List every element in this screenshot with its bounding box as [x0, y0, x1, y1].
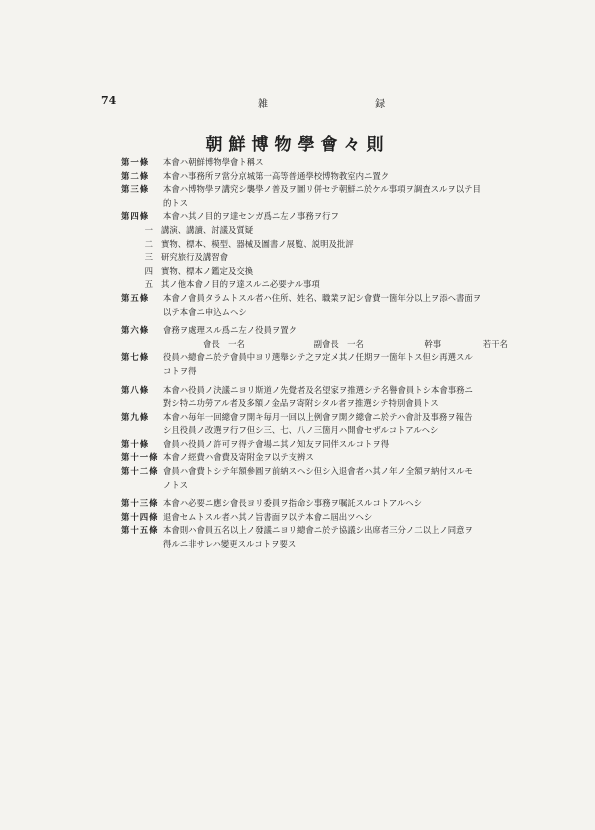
officer-count: 若干名 [482, 338, 508, 349]
article-label: 第二條 [121, 170, 150, 181]
article-9 [121, 411, 521, 425]
article-1 [121, 156, 521, 170]
article-label: 第十四條 [121, 511, 159, 522]
article-label: 第四條 [121, 211, 150, 222]
item-marker: 二 [144, 238, 153, 249]
article-text: 本會ハ其ノ目的ヲ達センガ爲ニ左ノ事務ヲ行フ [163, 211, 339, 222]
article-15 [121, 524, 521, 538]
officer-president [203, 338, 311, 352]
article-label: 第六條 [121, 325, 150, 336]
article-text: 本會ハ必要ニ應シ會長ヨリ委員ヲ指命シ事務ヲ嘱託スルコトアルヘシ [163, 498, 423, 509]
list-item [121, 251, 521, 265]
article-text: 本會ノ會員タラムトスル者ハ住所、姓名、職業ヲ記シ會費一箇年分以上ヲ添ヘ書面ヲ [163, 292, 482, 303]
page-number: 74 [101, 94, 117, 107]
article-label: 第三條 [121, 184, 150, 195]
articles-body [121, 156, 521, 552]
list-item [121, 224, 521, 238]
article-12-cont: ノトス [163, 479, 189, 490]
article-4 [121, 210, 521, 224]
item-text: 研究旅行及講習會 [161, 252, 228, 263]
article-label: 第十五條 [121, 525, 159, 536]
article-label: 第一條 [121, 157, 150, 167]
officer-title: 幹事 [424, 338, 442, 349]
officer-vice-president [314, 338, 422, 352]
list-item [121, 278, 521, 292]
article-label: 第八條 [121, 384, 150, 395]
article-9-cont: シ且役員ノ改選ヲ行フ但シ三、七、八ノ三箇月ハ開會セザルコトアルヘシ [163, 425, 439, 436]
item-text: 講演、講讀、討議及質疑 [161, 224, 254, 235]
item-marker: 一 [144, 224, 153, 235]
article-text: 退會セムトスル者ハ其ノ旨書面ヲ以テ本會ニ屆出ツヘシ [163, 511, 373, 522]
officer-title: 副會長 [313, 338, 339, 349]
article-text: 本會ハ事務所ヲ當分京城第一高等普通學校博物教室内ニ置ク [163, 170, 390, 181]
article-8-cont: 對シ特ニ功勞アル者及多額ノ金品ヲ寄附シタル者ヲ推選シテ特別會員トス [163, 398, 439, 409]
running-header: 雑 録 [258, 99, 438, 110]
article-text: 會員ハ役員ノ許可ヲ得テ會場ニ其ノ知友ヲ同伴スルコトヲ得 [163, 438, 390, 449]
article-3-cont: 的トス [163, 197, 189, 208]
article-text: 本會ノ經費ハ會費及寄附金ヲ以テ支辨ス [163, 452, 314, 463]
article-12 [121, 465, 521, 479]
article-label: 第九條 [121, 411, 150, 422]
article-label: 第七條 [121, 352, 150, 363]
officer-count: 一名 [228, 338, 245, 349]
article-5-cont: 以テ本會ニ申込ムヘシ [163, 306, 247, 317]
article-label: 第五條 [121, 292, 150, 303]
article-8 [121, 384, 521, 398]
article-label: 第十二條 [121, 466, 159, 477]
officer-count: 一名 [347, 338, 364, 349]
article-7-cont: コトヲ得 [163, 365, 197, 376]
article-label: 第十一條 [121, 452, 159, 463]
officer-title: 會長 [203, 338, 220, 349]
item-text: 其ノ他本會ノ目的ヲ達スルニ必要ナル事項 [161, 279, 320, 290]
list-item [121, 238, 521, 252]
article-13 [121, 497, 521, 511]
article-text: 本會ハ博物學ヲ講究シ襲學ノ普及ヲ圖リ併セテ朝鮮ニ於ケル事項ヲ調査スルヲ以テ目 [163, 184, 481, 195]
item-marker: 四 [144, 265, 153, 276]
article-text: 役員ハ總會ニ於テ會員中ヨリ選舉シテ之ヲ定メ其ノ任期ヲ一箇年トス但シ再選スル [163, 352, 473, 363]
item-marker: 五 [144, 279, 153, 290]
article-label: 第十條 [121, 438, 150, 449]
article-6 [121, 324, 521, 338]
document-title: 朝鮮博物學會々則 [205, 135, 390, 155]
article-2 [121, 170, 521, 184]
article-text: 會員ハ會費トシテ年額參圓ヲ前納スヘシ但シ入退會者ハ其ノ年ノ全額ヲ納付スルモ [163, 466, 473, 477]
article-text: 本會則ハ會員五名以上ノ發議ニヨリ總會ニ於テ協議シ出席者三分ノ二以上ノ同意ヲ [163, 525, 473, 536]
article-15-cont: 得ルニ非サレハ變更スルコトヲ要ス [163, 539, 297, 550]
article-text: 本會ハ毎年一回總會ヲ開キ毎月一回以上例會ヲ開ク總會ニ於テハ會計及事務ヲ報告 [163, 411, 473, 422]
article-text: 會務ヲ處理スル爲ニ左ノ役員ヲ置ク [163, 325, 297, 336]
article-5 [121, 292, 521, 306]
officer-secretary [424, 338, 508, 352]
article-14 [121, 511, 521, 525]
article-label: 第十三條 [121, 498, 159, 509]
article-10 [121, 438, 521, 452]
item-marker: 三 [144, 252, 153, 263]
list-item [121, 265, 521, 279]
item-text: 實物、標本、模型、器械及圖書ノ展覧、説明及批評 [161, 238, 354, 249]
article-11 [121, 451, 521, 465]
article-7 [121, 351, 521, 365]
officers-row [121, 338, 521, 352]
article-text: 本會ハ朝鮮博物學會ト稱ス [163, 157, 264, 167]
item-text: 實物、標本ノ鑑定及交換 [161, 265, 254, 276]
article-text: 本會ハ役員ノ決議ニヨリ斯道ノ先覺者及名望家ヲ推選シテ名譽會員トシ本會事務ニ [163, 384, 473, 395]
article-3 [121, 183, 521, 197]
